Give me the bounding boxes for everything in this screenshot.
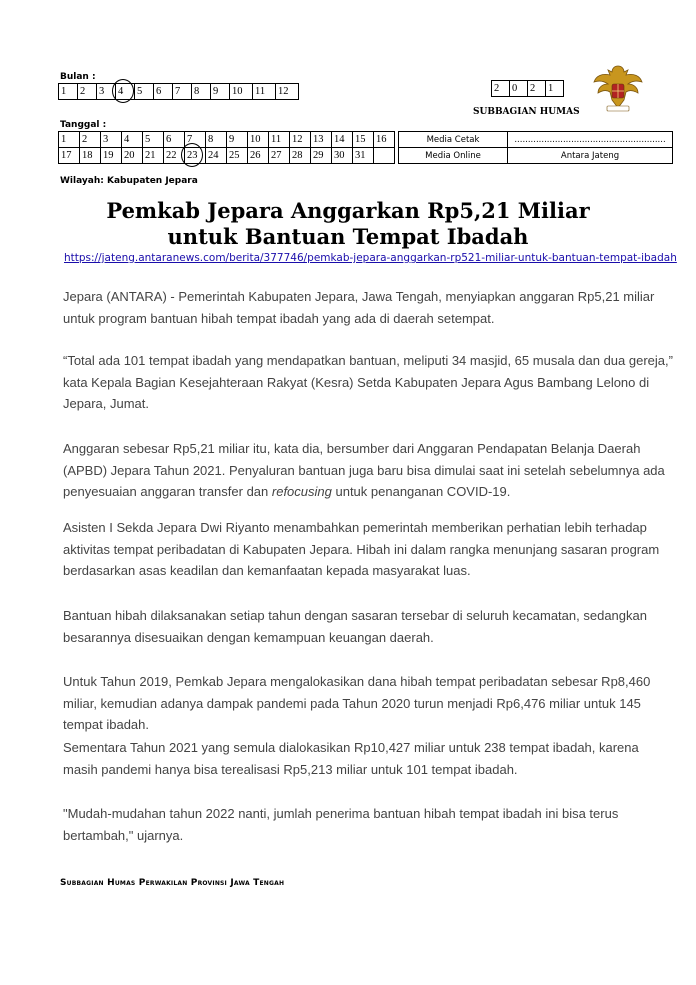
year-digit-value: 2 — [530, 83, 536, 94]
year-digit-value: 0 — [512, 83, 518, 94]
date-cell — [59, 132, 80, 148]
date-value: 17 — [61, 150, 72, 161]
month-cell — [173, 84, 192, 100]
date-cell — [269, 148, 290, 164]
date-cell — [164, 148, 185, 164]
paragraph: "Mudah-mudahan tahun 2022 nanti, jumlah penerima bantuan hibah tempat ibadah ini bisa terus bertambah," ujarnya. — [63, 806, 619, 843]
year-digit-cell — [546, 81, 564, 97]
date-cell — [59, 148, 80, 164]
date-cell — [206, 132, 227, 148]
date-value: 5 — [145, 134, 151, 145]
paragraph — [63, 438, 673, 503]
date-value: 21 — [145, 150, 156, 161]
paragraph: Sementara Tahun 2021 yang semula dialokasikan Rp10,427 miliar untuk 238 tempat ibadah, karena masih pandemi hanya bisa terealisasi Rp5,213 miliar untuk 101 tempat ibadah. — [63, 740, 639, 777]
date-cell — [143, 132, 164, 148]
date-cell — [80, 132, 101, 148]
month-cell — [59, 84, 78, 100]
title-line-2: untuk Bantuan Tempat Ibadah — [167, 224, 529, 249]
title-line-1: Pemkab Jepara Anggarkan Rp5,21 Miliar — [106, 198, 590, 223]
year-digit-value: 2 — [494, 83, 500, 94]
month-value: 2 — [80, 86, 86, 97]
month-value: 8 — [194, 86, 200, 97]
date-value: 9 — [229, 134, 235, 145]
date-cell — [122, 132, 143, 148]
dept-label: SUBBAGIAN HUMAS — [473, 107, 580, 117]
date-cell — [353, 148, 374, 164]
month-cell — [230, 84, 253, 100]
media-row — [399, 148, 673, 164]
month-grid — [58, 83, 299, 100]
date-value: 14 — [334, 134, 345, 145]
date-cell — [185, 132, 206, 148]
month-cell — [253, 84, 276, 100]
date-value: 19 — [103, 150, 114, 161]
month-cell — [116, 84, 135, 100]
year-digit-cell — [492, 81, 510, 97]
date-cell — [227, 132, 248, 148]
date-value: 26 — [250, 150, 261, 161]
date-cell — [311, 148, 332, 164]
month-cell — [276, 84, 299, 100]
date-value: 6 — [166, 134, 172, 145]
date-cell — [185, 148, 206, 164]
paragraph-text: Anggaran sebesar Rp5,21 miliar itu, kata dia, bersumber dari Anggaran Pendapatan Belanja Daerah (APBD) Jepara Tahun 2021. Penyaluran bantuan juga baru bisa dimulai saat ini setelah sebelumnya ada penyesuaian anggaran transfer dan — [63, 441, 665, 499]
month-value: 5 — [137, 86, 143, 97]
date-cell — [374, 148, 395, 164]
paragraph: “Total ada 101 tempat ibadah yang mendapatkan bantuan, meliputi 34 masjid, 65 musala dan dua gereja,” kata Kepala Bagian Kesejahteraan Rakyat (Kesra) Setda Kabupaten Jepara Agus Bambang Lelono di Jepara, Jumat. — [63, 353, 673, 411]
year-digit-value: 1 — [548, 83, 554, 94]
date-cell — [248, 132, 269, 148]
date-value: 30 — [334, 150, 345, 161]
date-grid — [58, 131, 395, 164]
paragraph: Jepara (ANTARA) - Pemerintah Kabupaten Jepara, Jawa Tengah, menyiapkan anggaran Rp5,21 miliar untuk program bantuan hibah tempat ibadah yang ada di daerah setempat. — [63, 289, 655, 326]
date-value: 27 — [271, 150, 282, 161]
date-value: 16 — [376, 134, 387, 145]
date-cell — [227, 148, 248, 164]
date-cell — [374, 132, 395, 148]
date-value: 23 — [187, 150, 198, 161]
paragraph-tail: untuk penanganan COVID-19. — [331, 484, 511, 499]
month-cell — [211, 84, 230, 100]
date-cell — [80, 148, 101, 164]
tanggal-label: Tanggal : — [60, 120, 107, 130]
date-cell — [122, 148, 143, 164]
date-value: 8 — [208, 134, 214, 145]
month-cell — [154, 84, 173, 100]
wilayah-label: Wilayah: Kabupaten Jepara — [60, 176, 198, 186]
date-cell — [269, 132, 290, 148]
article-title — [0, 198, 696, 250]
date-cell — [248, 148, 269, 164]
date-value: 20 — [124, 150, 135, 161]
year-digit-cell — [528, 81, 546, 97]
media-value: ........................................................ — [508, 132, 673, 148]
month-value: 7 — [175, 86, 181, 97]
date-cell — [332, 148, 353, 164]
media-row — [399, 132, 673, 148]
media-table — [398, 131, 673, 164]
date-value: 13 — [313, 134, 324, 145]
month-cell — [97, 84, 116, 100]
month-value: 10 — [232, 86, 243, 97]
paragraph: Bantuan hibah dilaksanakan setiap tahun dengan sasaran tersebar di seluruh kecamatan, sedangkan besarannya disesuaikan dengan kemampuan keuangan daerah. — [63, 608, 647, 645]
date-value: 3 — [103, 134, 109, 145]
date-value: 18 — [82, 150, 93, 161]
month-value: 9 — [213, 86, 219, 97]
source-link[interactable]: https://jateng.antaranews.com/berita/377746/pemkab-jepara-anggarkan-rp521-miliar-untuk-bantuan-tempat-ibadah — [64, 252, 677, 264]
date-cell — [290, 132, 311, 148]
paragraph: Untuk Tahun 2019, Pemkab Jepara mengalokasikan dana hibah tempat peribadatan sebesar Rp8,460 miliar, kemudian adanya dampak pandemi pada Tahun 2020 turun menjadi Rp6,476 miliar untuk 145 tempat ibadah. — [63, 674, 651, 732]
date-value: 22 — [166, 150, 177, 161]
date-value: 10 — [250, 134, 261, 145]
paragraph-italic: refocusing — [271, 484, 332, 499]
date-value: 15 — [355, 134, 366, 145]
month-cell — [192, 84, 211, 100]
date-value: 29 — [313, 150, 324, 161]
year-digit-cell — [510, 81, 528, 97]
date-value: 1 — [61, 134, 67, 145]
date-cell — [101, 148, 122, 164]
month-value: 12 — [278, 86, 289, 97]
date-value: 12 — [292, 134, 303, 145]
bulan-label: Bulan : — [60, 72, 96, 82]
date-value: 11 — [271, 134, 282, 145]
media-value: Antara Jateng — [508, 148, 673, 164]
date-value: 2 — [82, 134, 88, 145]
date-value: 25 — [229, 150, 240, 161]
month-value: 3 — [99, 86, 105, 97]
date-value: 4 — [124, 134, 130, 145]
month-value: 4 — [118, 86, 124, 97]
date-cell — [206, 148, 227, 164]
date-value: 7 — [187, 134, 193, 145]
date-cell — [353, 132, 374, 148]
media-label: Media Cetak — [399, 132, 508, 148]
month-cell — [78, 84, 97, 100]
date-value: 28 — [292, 150, 303, 161]
date-cell — [290, 148, 311, 164]
month-cell — [135, 84, 154, 100]
month-value: 11 — [255, 86, 266, 97]
month-value: 1 — [61, 86, 67, 97]
month-value: 6 — [156, 86, 162, 97]
date-cell — [311, 132, 332, 148]
garuda-emblem-icon — [590, 60, 646, 116]
paragraph: Asisten I Sekda Jepara Dwi Riyanto menambahkan pemerintah memberikan perhatian lebih terhadap aktivitas tempat peribadatan di Kabupaten Jepara. Hibah ini dalam rangka menunjang sasaran program berdasarkan asas keadilan dan kemanfaatan kepada masyarakat luas. — [63, 520, 660, 578]
date-cell — [143, 148, 164, 164]
date-cell — [164, 132, 185, 148]
date-value: 31 — [355, 150, 366, 161]
date-cell — [101, 132, 122, 148]
date-cell — [332, 132, 353, 148]
date-value: 24 — [208, 150, 219, 161]
footer-text: Subbagian Humas Perwakilan Provinsi Jawa Tengah — [60, 878, 285, 888]
media-label: Media Online — [399, 148, 508, 164]
year-grid — [491, 80, 564, 97]
